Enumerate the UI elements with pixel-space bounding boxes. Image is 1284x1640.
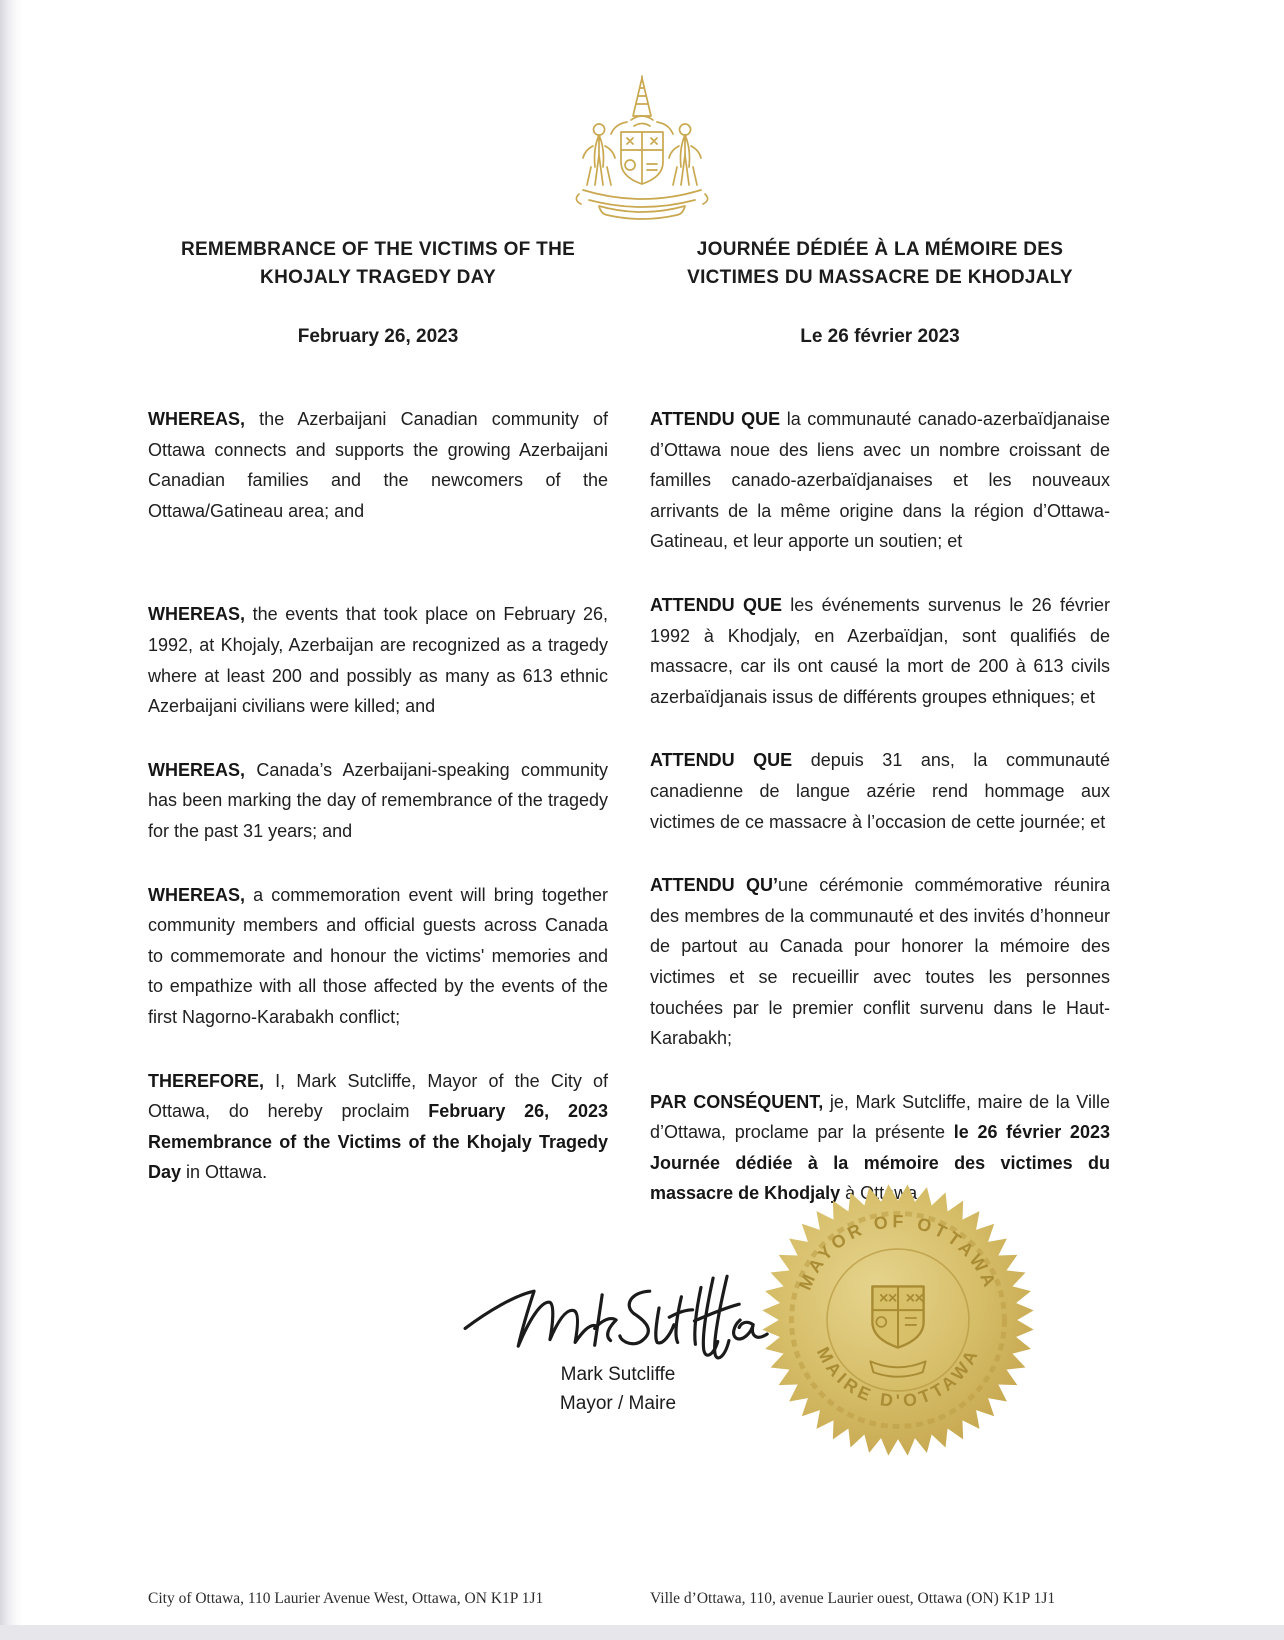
paragraph-body: je, Mark Sutcliffe, maire de la Ville d’Ottawa, proclame par la présente: [650, 1091, 1110, 1143]
paragraph-body: the Azerbaijani Canadian community of Ottawa connects and supports the growing Azerbaijani Canadian families and the newcomers of the Ottawa/Gatineau area; and: [148, 409, 608, 521]
paragraph-proclamation-bold: February 26, 2023 Remembrance of the Victims of the Khojaly Tragedy Day: [148, 1101, 608, 1183]
paragraph-lead: WHEREAS,: [148, 409, 246, 429]
attendu-paragraph-4: [650, 870, 1110, 1054]
english-date: February 26, 2023: [297, 326, 459, 347]
scan-edge-shadow: [0, 0, 24, 1640]
paragraph-body: une cérémonie commémorative réunira des membres de la communauté et des invités d’honneur de partout au Canada pour honorer la mémoire des victimes et se recueillir avec toutes les personnes touchées par le premier conflit survenu dans le Haut-Karabakh;: [650, 875, 1110, 1049]
paragraph-lead: ATTENDU QUE: [650, 594, 782, 615]
signatory-name: Mark Sutcliffe: [560, 1364, 676, 1385]
footer: [148, 1590, 1110, 1608]
english-title-line2: KHOJALY TRAGEDY DAY: [260, 267, 496, 288]
whereas-paragraph-2: [148, 599, 608, 721]
seal-top-text: MAYOR OF OTTAWA: [794, 1211, 1002, 1293]
signatory-title: Mayor / Maire: [559, 1393, 677, 1414]
attendu-paragraph-1: [650, 404, 1110, 557]
french-title: [650, 236, 1110, 292]
paragraph-lead: WHEREAS,: [148, 759, 246, 780]
paragraph-lead: ATTENDU QUE: [650, 750, 793, 771]
paragraph-lead: ATTENDU QUE: [650, 409, 781, 429]
mayor-signature-icon: [453, 1252, 783, 1362]
seal-bottom-text: MAIRE D'OTTAWA: [812, 1343, 984, 1412]
proclamation-columns: [148, 236, 1110, 1242]
paragraph-body: the events that took place on February 26, 1992, at Khojaly, Azerbaijan are recognized as a tragedy where at least 200 and possibly as many as 613 ethnic Azerbaijani civilians were killed; and: [148, 604, 608, 717]
footer-address-english: City of Ottawa, 110 Laurier Avenue West, Ottawa, ON K1P 1J1: [148, 1590, 544, 1607]
english-column: [148, 236, 608, 1242]
paragraph-tail: à Ottawa.: [840, 1183, 923, 1204]
paragraph-body: Canada’s Azerbaijani-speaking community has been marking the day of remembrance of the tragedy for the past 31 years; and: [148, 759, 608, 841]
paragraph-body: les événements survenus le 26 février 1992 à Khodjaly, en Azerbaïdjan, sont qualifiés de massacre, car ils ont causé la mort de 200 à 613 civils azerbaïdjanais issus de différents groupes ethniques; et: [650, 594, 1110, 707]
paragraph-lead: WHEREAS,: [148, 604, 246, 625]
paragraph-body: a commemoration event will bring together community members and official guests across Canada to commemorate and honour the victims' memories and to empathize with all those affected by the events of the first Nagorno-Karabakh conflict;: [148, 884, 608, 1027]
attendu-paragraph-2: [650, 590, 1110, 712]
mayor-of-ottawa-seal-icon: [760, 1182, 1036, 1458]
french-column: [650, 236, 1110, 1242]
english-title-line1: REMEMBRANCE OF THE VICTIMS OF THE: [180, 239, 576, 260]
paragraph-lead: ATTENDU QU’: [650, 875, 778, 896]
whereas-paragraph-4: [148, 880, 608, 1033]
whereas-paragraph-3: [148, 755, 608, 847]
paragraph-tail: in Ottawa.: [181, 1162, 268, 1183]
french-date: Le 26 février 2023: [800, 326, 960, 347]
paragraph-body: depuis 31 ans, la communauté canadienne de langue azérie rend hommage aux victimes de ce massacre à l’occasion de cette journée; et: [650, 750, 1111, 832]
attendu-paragraph-3: [650, 745, 1110, 837]
scan-edge-bottom: [0, 1625, 1284, 1640]
english-title: [148, 236, 608, 292]
french-title-line1: JOURNÉE DÉDIÉE À LA MÉMOIRE DES: [696, 239, 1064, 260]
french-title-line2: VICTIMES DU MASSACRE DE KHODJALY: [687, 267, 1073, 288]
therefore-paragraph: [148, 1066, 608, 1188]
paragraph-lead: WHEREAS,: [148, 884, 246, 905]
paragraph-lead: PAR CONSÉQUENT,: [650, 1091, 824, 1112]
paragraph-lead: THEREFORE,: [148, 1070, 265, 1091]
paragraph-body: la communauté canado-azerbaïdjanaise d’Ottawa noue des liens avec un nombre croissant de familles canado-azerbaïdjanaises et les nouveaux arrivants de la même origine dans la région d’Ottawa-Gatineau, et leur apporte un soutien; et: [650, 409, 1110, 552]
paragraph-proclamation-bold: le 26 février 2023 Journée dédiée à la mémoire des victimes du massacre de Khodjaly: [650, 1122, 1110, 1204]
paragraph-body: I, Mark Sutcliffe, Mayor of the City of Ottawa, do hereby proclaim: [148, 1070, 608, 1122]
city-of-ottawa-crest-icon: [535, 72, 749, 222]
footer-address-french: Ville d’Ottawa, 110, avenue Laurier ouest, Ottawa (ON) K1P 1J1: [650, 1590, 1056, 1607]
whereas-paragraph-1: [148, 404, 608, 526]
